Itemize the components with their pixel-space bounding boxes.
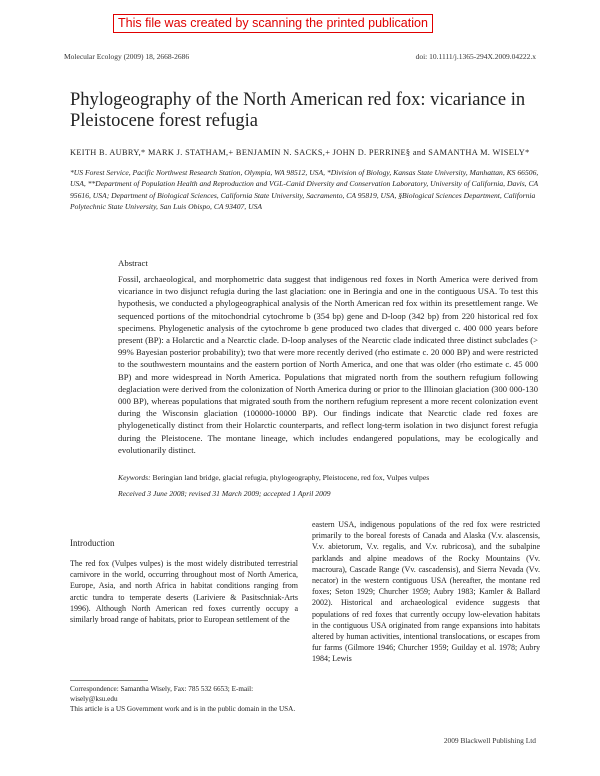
abstract-text: Fossil, archaeological, and morphometric data suggest that indigenous red foxes in North America were derived from vicariance in two disjunct refugia during the last glaciation: one in Beringia and one in the contiguous USA. To test this hypothesis, we conducted a phylogeographical analysis of the North American red fox within its presettlement range. We sequenced portions of the mitochondrial cytochrome b (354 bp) gene and D-loop (342 bp) from 220 historical red fox specimens. Phylogenetic analysis of the cytochrome b gene produced two clades that diverged c. 400 000 years before present (BP): a Holarctic and a Nearctic clade. D-loop analyses of the Nearctic clade indicated three distinct subclades (> 99% Bayesian posterior probability); two that were more recently derived (rho estimate c. 20 000 BP) and were restricted to the southwestern mountains and the eastern portion of North America, and one that was older (rho estimate c. 45 000 BP) and more widespread in North America. Populations that migrated north from the southern refugium following deglaciation were derived from the colonization of North America during or prior to the Illinoian glaciation (300 000-130 000 BP), whereas populations that migrated south from the northern refugium represent a more recent colonization event during the Wisconsin glaciation (100000-10000 BP). Our findings indicate that Nearctic clade red foxes are phylogenetically distinct from their Holarctic counterparts, and reflect long-term isolation in two disjunct forest refugia during the Pleistocene. The montane lineage, which includes endangered populations, may be ecologically and evolutionarily distinct. [118, 274, 538, 455]
keywords-label: Keywords: [118, 473, 151, 482]
scan-notice-banner: This file was created by scanning the printed publication [113, 14, 433, 33]
introduction-paragraph-continued: eastern USA, indigenous populations of the red fox were restricted primarily to the boreal forests of Canada and Alaska (V.v. alascensis, V.v. abietorum, V.v. regalis, and V.v. rubricosa), and the subalpine parklands and alpine meadows of the Rocky Mountains (Vv. macroura), Cascade Range (Vv. cascadensis), and Sierra Nevada (Vv. necator) in the western contiguous USA (hereafter, the montane red foxes; Seton 1929; Churcher 1959; Aubry 1983; Kamler & Ballard 2002). Historical and archaeological evidence suggests that populations of red foxes that currently occupy low-elevation habitats in the contiguous USA originated from range expansions into habitats altered by human activities, intentional translocations, or escapes from fur farms (Gilmore 1946; Churcher 1959; Guilday et al. 1978; Aubry 1984; Lewis [312, 520, 540, 664]
body-column-left [70, 530, 298, 625]
footnote [70, 684, 298, 714]
body-column-right [312, 519, 540, 665]
abstract-heading: Abstract [118, 258, 148, 268]
public-domain-notice: This article is a US Government work and is in the public domain in the USA. [70, 705, 296, 713]
author-list: KEITH B. AUBRY,* MARK J. STATHAM,+ BENJAMIN N. SACKS,+ JOHN D. PERRINE§ and SAMANTHA M. WISELY* [70, 148, 530, 157]
keywords [118, 472, 538, 483]
doi: doi: 10.1111/j.1365-294X.2009.04222.x [415, 52, 536, 61]
article-title: Phylogeography of the North American red fox: vicariance in Pleistocene forest refugia [70, 90, 526, 131]
footnote-separator [70, 680, 148, 681]
section-heading-introduction: Introduction [70, 538, 115, 548]
keywords-list: Beringian land bridge, glacial refugia, phylogeography, Pleistocene, red fox, Vulpes vulpes [152, 473, 430, 482]
received-dates: Received 3 June 2008; revised 31 March 2009; accepted 1 April 2009 [118, 489, 331, 498]
introduction-paragraph: The red fox (Vulpes vulpes) is the most widely distributed terrestrial carnivore in the world, occurring throughout most of North America, Europe, Asia, and north Africa in habitat conditions ranging from arctic tundra to temperate deserts (Lariviere & Pasitschniak-Arts 1996). Although North American red foxes currently occupy a similarly broad range of habitats, prior to European settlement of the [70, 559, 298, 625]
author-affiliations: *US Forest Service, Pacific Northwest Research Station, Olympia, WA 98512, USA, *Division of Biology, Kansas State University, Manhattan, KS 66506, USA, **Department of Population Health and Reproduction and VGL-Canid Diversity and Conservation Laboratory, University of California, Davis, CA 95616, USA; Department of Biological Sciences, California State University, Sacramento, CA 95819, USA, §Biological Sciences Department, California Polytechnic State University, San Luis Obispo, CA 93407, USA [70, 168, 539, 211]
copyright: 2009 Blackwell Publishing Ltd [443, 736, 536, 745]
journal-citation: Molecular Ecology (2009) 18, 2668-2686 [64, 52, 190, 61]
correspondence: Correspondence: Samantha Wisely, Fax: 785 532 6653; E-mail: wisely@ksu.edu [70, 685, 254, 703]
